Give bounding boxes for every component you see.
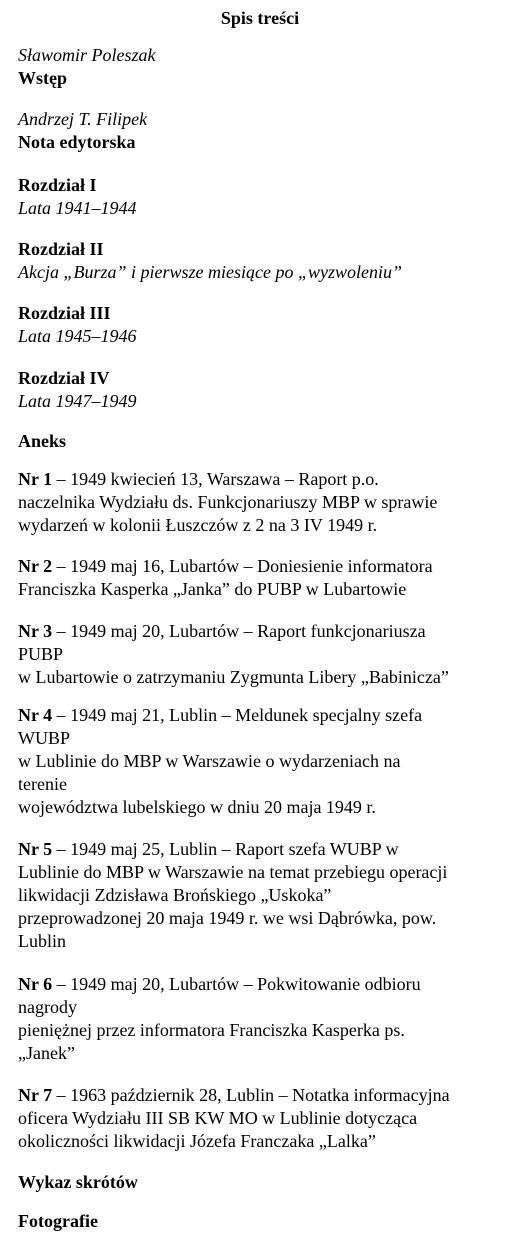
doc-line: wydarzeń w kolonii Łuszczów z 2 na 3 IV 1949 r. bbox=[18, 515, 378, 535]
doc-line: – 1949 maj 20, Lubartów – Pokwitowanie odbioru bbox=[52, 974, 421, 994]
chapter-subtitle: Lata 1945–1946 bbox=[18, 326, 137, 346]
toc-entry-chapter-2 bbox=[18, 238, 516, 284]
toc-entry-note bbox=[18, 108, 516, 154]
doc-line: WUBP bbox=[18, 728, 71, 748]
doc-line: Lublinie do MBP w Warszawie na temat przebiegu operacji bbox=[18, 862, 448, 882]
doc-line: przeprowadzonej 20 maja 1949 r. we wsi Dąbrówka, pow. bbox=[18, 908, 437, 928]
doc-line: – 1949 maj 20, Lubartów – Raport funkcjonariusza bbox=[52, 621, 426, 641]
toc-entry-photos bbox=[18, 1210, 516, 1233]
doc-line: likwidacji Zdzisława Brońskiego „Uskoka” bbox=[18, 885, 332, 905]
doc-line: – 1949 maj 21, Lublin – Meldunek specjalny szefa bbox=[52, 705, 423, 725]
doc-line: Franciszka Kasperka „Janka” do PUBP w Lubartowie bbox=[18, 579, 407, 599]
doc-line: – 1949 maj 25, Lublin – Raport szefa WUBP w bbox=[52, 839, 399, 859]
annex-doc-2 bbox=[18, 555, 516, 601]
annex-heading: Aneks bbox=[18, 431, 67, 451]
doc-line: naczelnika Wydziału ds. Funkcjonariuszy MBP w sprawie bbox=[18, 492, 438, 512]
entry-author: Sławomir Poleszak bbox=[18, 45, 156, 65]
doc-line: „Janek” bbox=[18, 1043, 75, 1063]
toc-entry-chapter-1 bbox=[18, 174, 516, 220]
doc-line: – 1963 październik 28, Lublin – Notatka informacyjna bbox=[52, 1085, 450, 1105]
entry-heading: Wstęp bbox=[18, 68, 67, 88]
doc-number: Nr 7 bbox=[18, 1085, 53, 1105]
annex-doc-1 bbox=[18, 468, 516, 537]
toc-entry-annex bbox=[18, 430, 516, 453]
chapter-label: Rozdział III bbox=[18, 303, 111, 323]
doc-number: Nr 6 bbox=[18, 974, 53, 994]
doc-line: terenie bbox=[18, 774, 67, 794]
chapter-subtitle: Akcja „Burza” i pierwsze miesiące po „wyzwoleniu” bbox=[18, 262, 402, 282]
annex-doc-7 bbox=[18, 1084, 516, 1153]
chapter-label: Rozdział II bbox=[18, 239, 104, 259]
chapter-subtitle: Lata 1947–1949 bbox=[18, 391, 137, 411]
chapter-label: Rozdział IV bbox=[18, 368, 110, 388]
entry-heading: Nota edytorska bbox=[18, 132, 136, 152]
annex-doc-6 bbox=[18, 973, 516, 1065]
doc-number: Nr 5 bbox=[18, 839, 53, 859]
doc-line: Lublin bbox=[18, 931, 66, 951]
photos-heading: Fotografie bbox=[18, 1211, 98, 1231]
doc-line: oficera Wydziału III SB KW MO w Lublinie dotycząca bbox=[18, 1108, 418, 1128]
doc-number: Nr 4 bbox=[18, 705, 53, 725]
toc-entry-chapter-4 bbox=[18, 367, 516, 413]
doc-line: nagrody bbox=[18, 997, 77, 1017]
doc-number: Nr 3 bbox=[18, 621, 53, 641]
abbreviations-heading: Wykaz skrótów bbox=[18, 1172, 138, 1192]
annex-doc-3 bbox=[18, 620, 516, 689]
doc-number: Nr 1 bbox=[18, 469, 53, 489]
annex-doc-5 bbox=[18, 838, 516, 953]
entry-author: Andrzej T. Filipek bbox=[18, 109, 148, 129]
chapter-subtitle: Lata 1941–1944 bbox=[18, 198, 137, 218]
doc-line: – 1949 kwiecień 13, Warszawa – Raport p.o. bbox=[52, 469, 379, 489]
chapter-label: Rozdział I bbox=[18, 175, 97, 195]
toc-entry-chapter-3 bbox=[18, 302, 516, 348]
doc-line: pieniężnej przez informatora Franciszka Kasperka ps. bbox=[18, 1020, 405, 1040]
page-title: Spis treści bbox=[220, 8, 300, 28]
doc-line: – 1949 maj 16, Lubartów – Doniesienie informatora bbox=[52, 556, 433, 576]
toc-entry-abbreviations bbox=[18, 1171, 516, 1194]
annex-doc-4 bbox=[18, 704, 516, 819]
doc-line: w Lublinie do MBP w Warszawie o wydarzeniach na bbox=[18, 751, 401, 771]
doc-line: w Lubartowie o zatrzymaniu Zygmunta Libery „Babinicza” bbox=[18, 667, 449, 687]
doc-line: okoliczności likwidacji Józefa Franczaka „Lalka” bbox=[18, 1131, 376, 1151]
doc-line: województwa lubelskiego w dniu 20 maja 1949 r. bbox=[18, 797, 376, 817]
toc-entry-intro bbox=[18, 44, 516, 90]
doc-line: PUBP bbox=[18, 644, 64, 664]
doc-number: Nr 2 bbox=[18, 556, 53, 576]
